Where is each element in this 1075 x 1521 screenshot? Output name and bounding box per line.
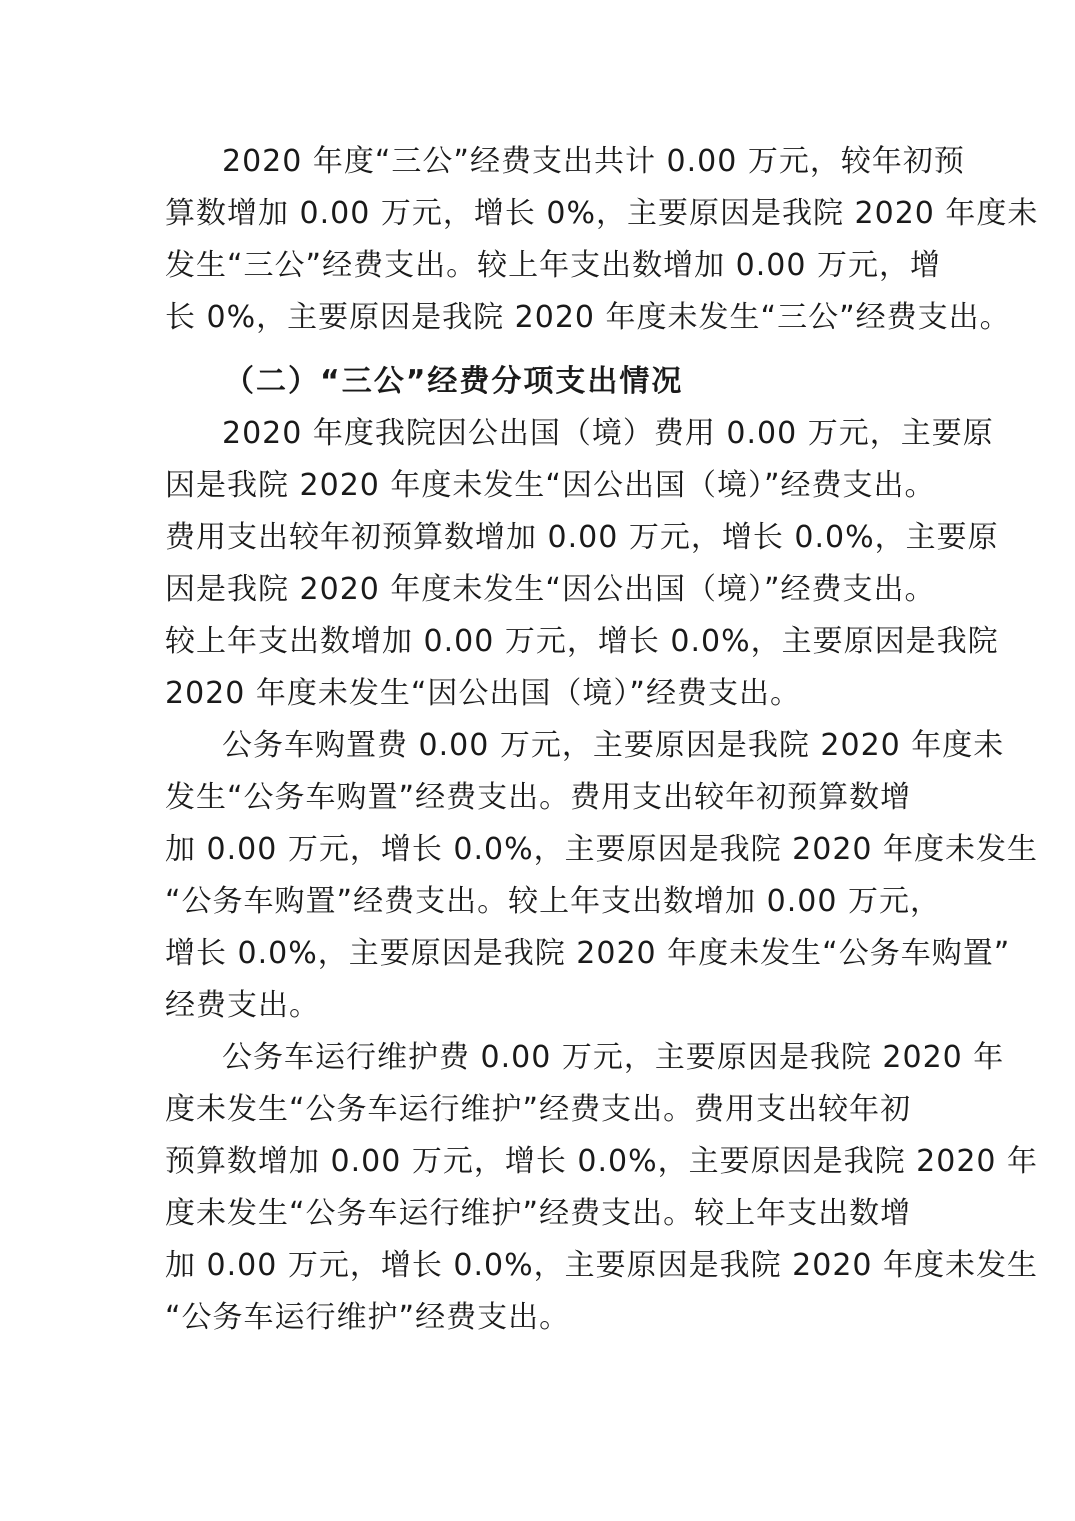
text-line: “公务车运行维护”经费支出。 xyxy=(165,1300,571,1335)
text-line: 加 0.00 万元，增长 0.0%，主要原因是我院 2020 年度未发生 xyxy=(165,1248,1039,1283)
text-line: 经费支出。 xyxy=(165,988,320,1023)
text-line: 度未发生“公务车运行维护”经费支出。费用支出较年初 xyxy=(165,1092,912,1127)
text-line: 加 0.00 万元，增长 0.0%，主要原因是我院 2020 年度未发生 xyxy=(165,832,1039,867)
text-line: “公务车购置”经费支出。较上年支出数增加 0.00 万元， xyxy=(165,884,941,919)
text-line: 2020 年度我院因公出国（境）费用 0.00 万元，主要原 xyxy=(222,416,994,451)
section-heading: （二）“三公”经费分项支出情况 xyxy=(224,364,684,399)
text-line: 公务车购置费 0.00 万元，主要原因是我院 2020 年度未 xyxy=(222,728,1005,763)
text-line: 长 0%，主要原因是我院 2020 年度未发生“三公”经费支出。 xyxy=(165,300,1011,335)
text-line: 较上年支出数增加 0.00 万元，增长 0.0%，主要原因是我院 xyxy=(165,624,999,659)
text-line: 因是我院 2020 年度未发生“因公出国（境）”经费支出。 xyxy=(165,572,936,607)
text-line: 度未发生“公务车运行维护”经费支出。较上年支出数增 xyxy=(165,1196,912,1231)
text-line: 算数增加 0.00 万元，增长 0%，主要原因是我院 2020 年度未 xyxy=(165,196,1039,231)
text-line: 预算数增加 0.00 万元，增长 0.0%，主要原因是我院 2020 年 xyxy=(165,1144,1039,1179)
text-line: 公务车运行维护费 0.00 万元，主要原因是我院 2020 年 xyxy=(222,1040,1005,1075)
text-line: 2020 年度未发生“因公出国（境）”经费支出。 xyxy=(165,676,801,711)
text-line: 发生“公务车购置”经费支出。费用支出较年初预算数增 xyxy=(165,780,912,815)
text-line: 发生“三公”经费支出。较上年支出数增加 0.00 万元，增 xyxy=(165,248,941,283)
text-line: 增长 0.0%，主要原因是我院 2020 年度未发生“公务车购置” xyxy=(165,936,1011,971)
text-line: 因是我院 2020 年度未发生“因公出国（境）”经费支出。 xyxy=(165,468,936,503)
text-line: 2020 年度“三公”经费支出共计 0.00 万元，较年初预 xyxy=(222,144,965,179)
text-line: 费用支出较年初预算数增加 0.00 万元，增长 0.0%，主要原 xyxy=(165,520,999,555)
